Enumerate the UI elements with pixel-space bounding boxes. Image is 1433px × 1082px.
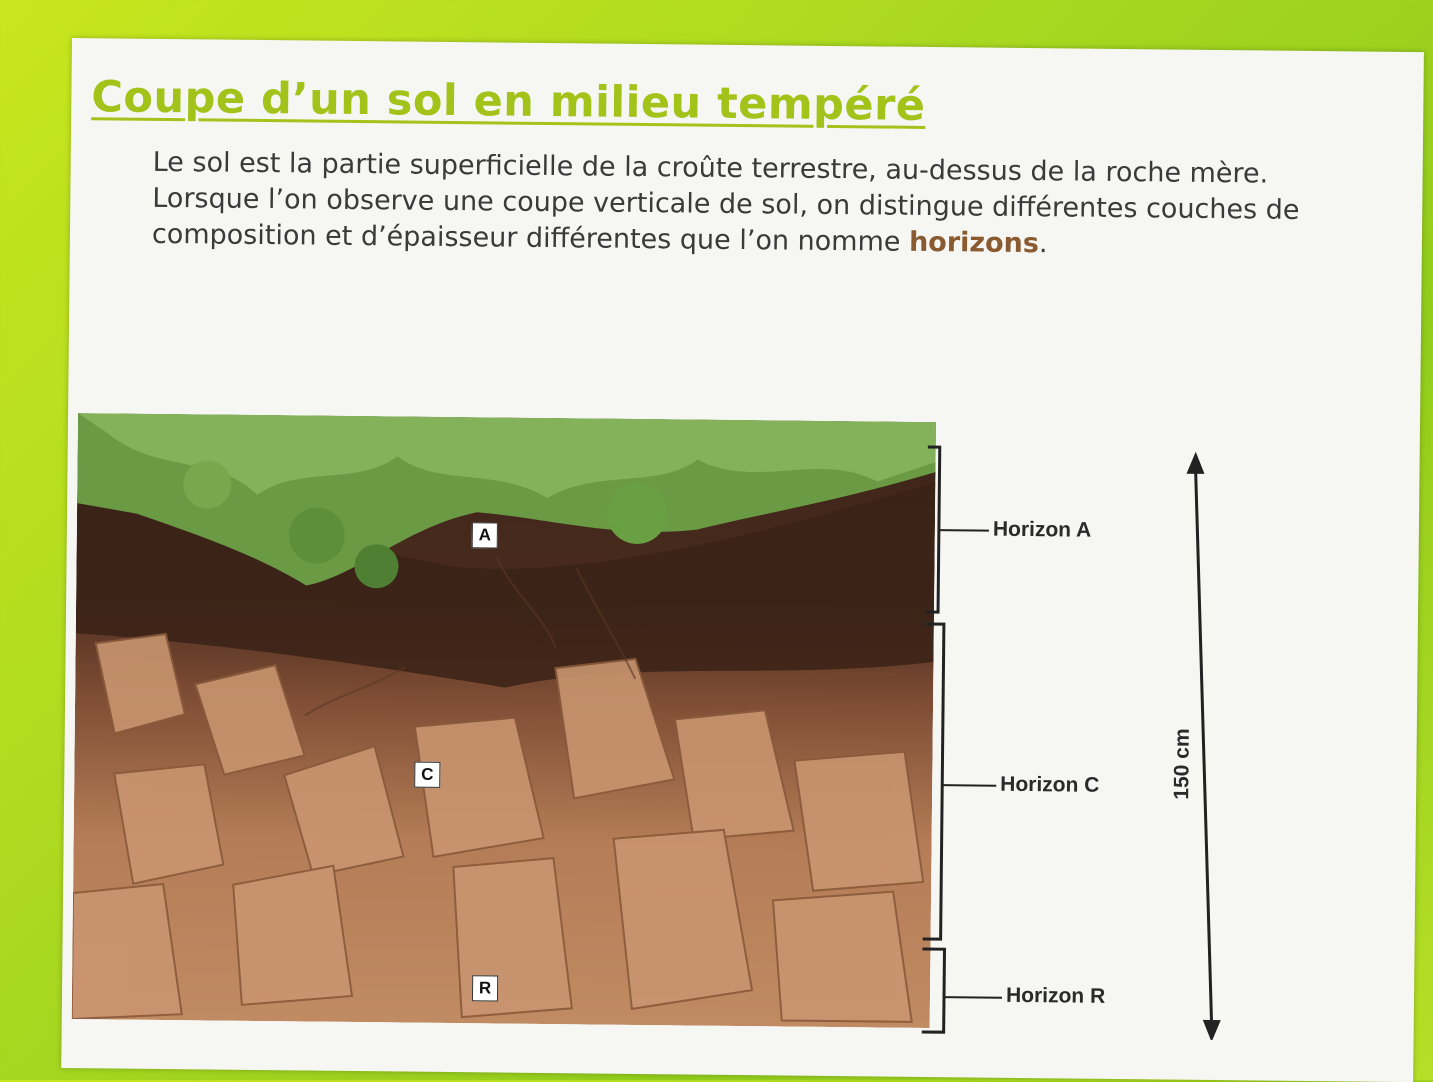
intro-text: Le sol est la partie superficielle de la croûte terrestre, au-dessus de la roche mère. Lorsque l’on observe une coupe verticale de sol, on distingue différentes couches de composition et d’épaisseur différentes que l’on nomme (151, 146, 1300, 258)
label-horizon-a: Horizon A (992, 517, 1092, 542)
scale-arrow-down-icon (1203, 1020, 1221, 1041)
photo-tag-r: R (472, 975, 498, 1001)
label-horizon-r: Horizon R (1005, 983, 1106, 1008)
scale-label: 150 cm (1170, 728, 1194, 800)
scale-arrow-up-icon (1186, 452, 1204, 474)
leader-r (944, 997, 1002, 998)
keyword-horizons: horizons (908, 226, 1040, 260)
horizon-annotations (922, 427, 1348, 1041)
label-horizon-c: Horizon C (1000, 772, 1100, 797)
page-title: Coupe d’un sol en milieu tempéré (91, 72, 926, 131)
bracket-c (923, 624, 944, 939)
poster-sheet (61, 38, 1424, 1082)
bracket-r (922, 949, 945, 1032)
leader-c (942, 785, 996, 786)
soil-profile-photo (72, 413, 936, 1028)
horizon-brackets (922, 427, 1348, 1041)
soil-photo-illustration (72, 413, 936, 1028)
intro-end: . (1038, 228, 1048, 260)
photo-tag-a: A (472, 522, 498, 548)
bracket-a (926, 447, 940, 612)
leader-a (939, 530, 989, 531)
intro-paragraph (152, 145, 1323, 265)
photo-tag-c: C (414, 762, 440, 788)
